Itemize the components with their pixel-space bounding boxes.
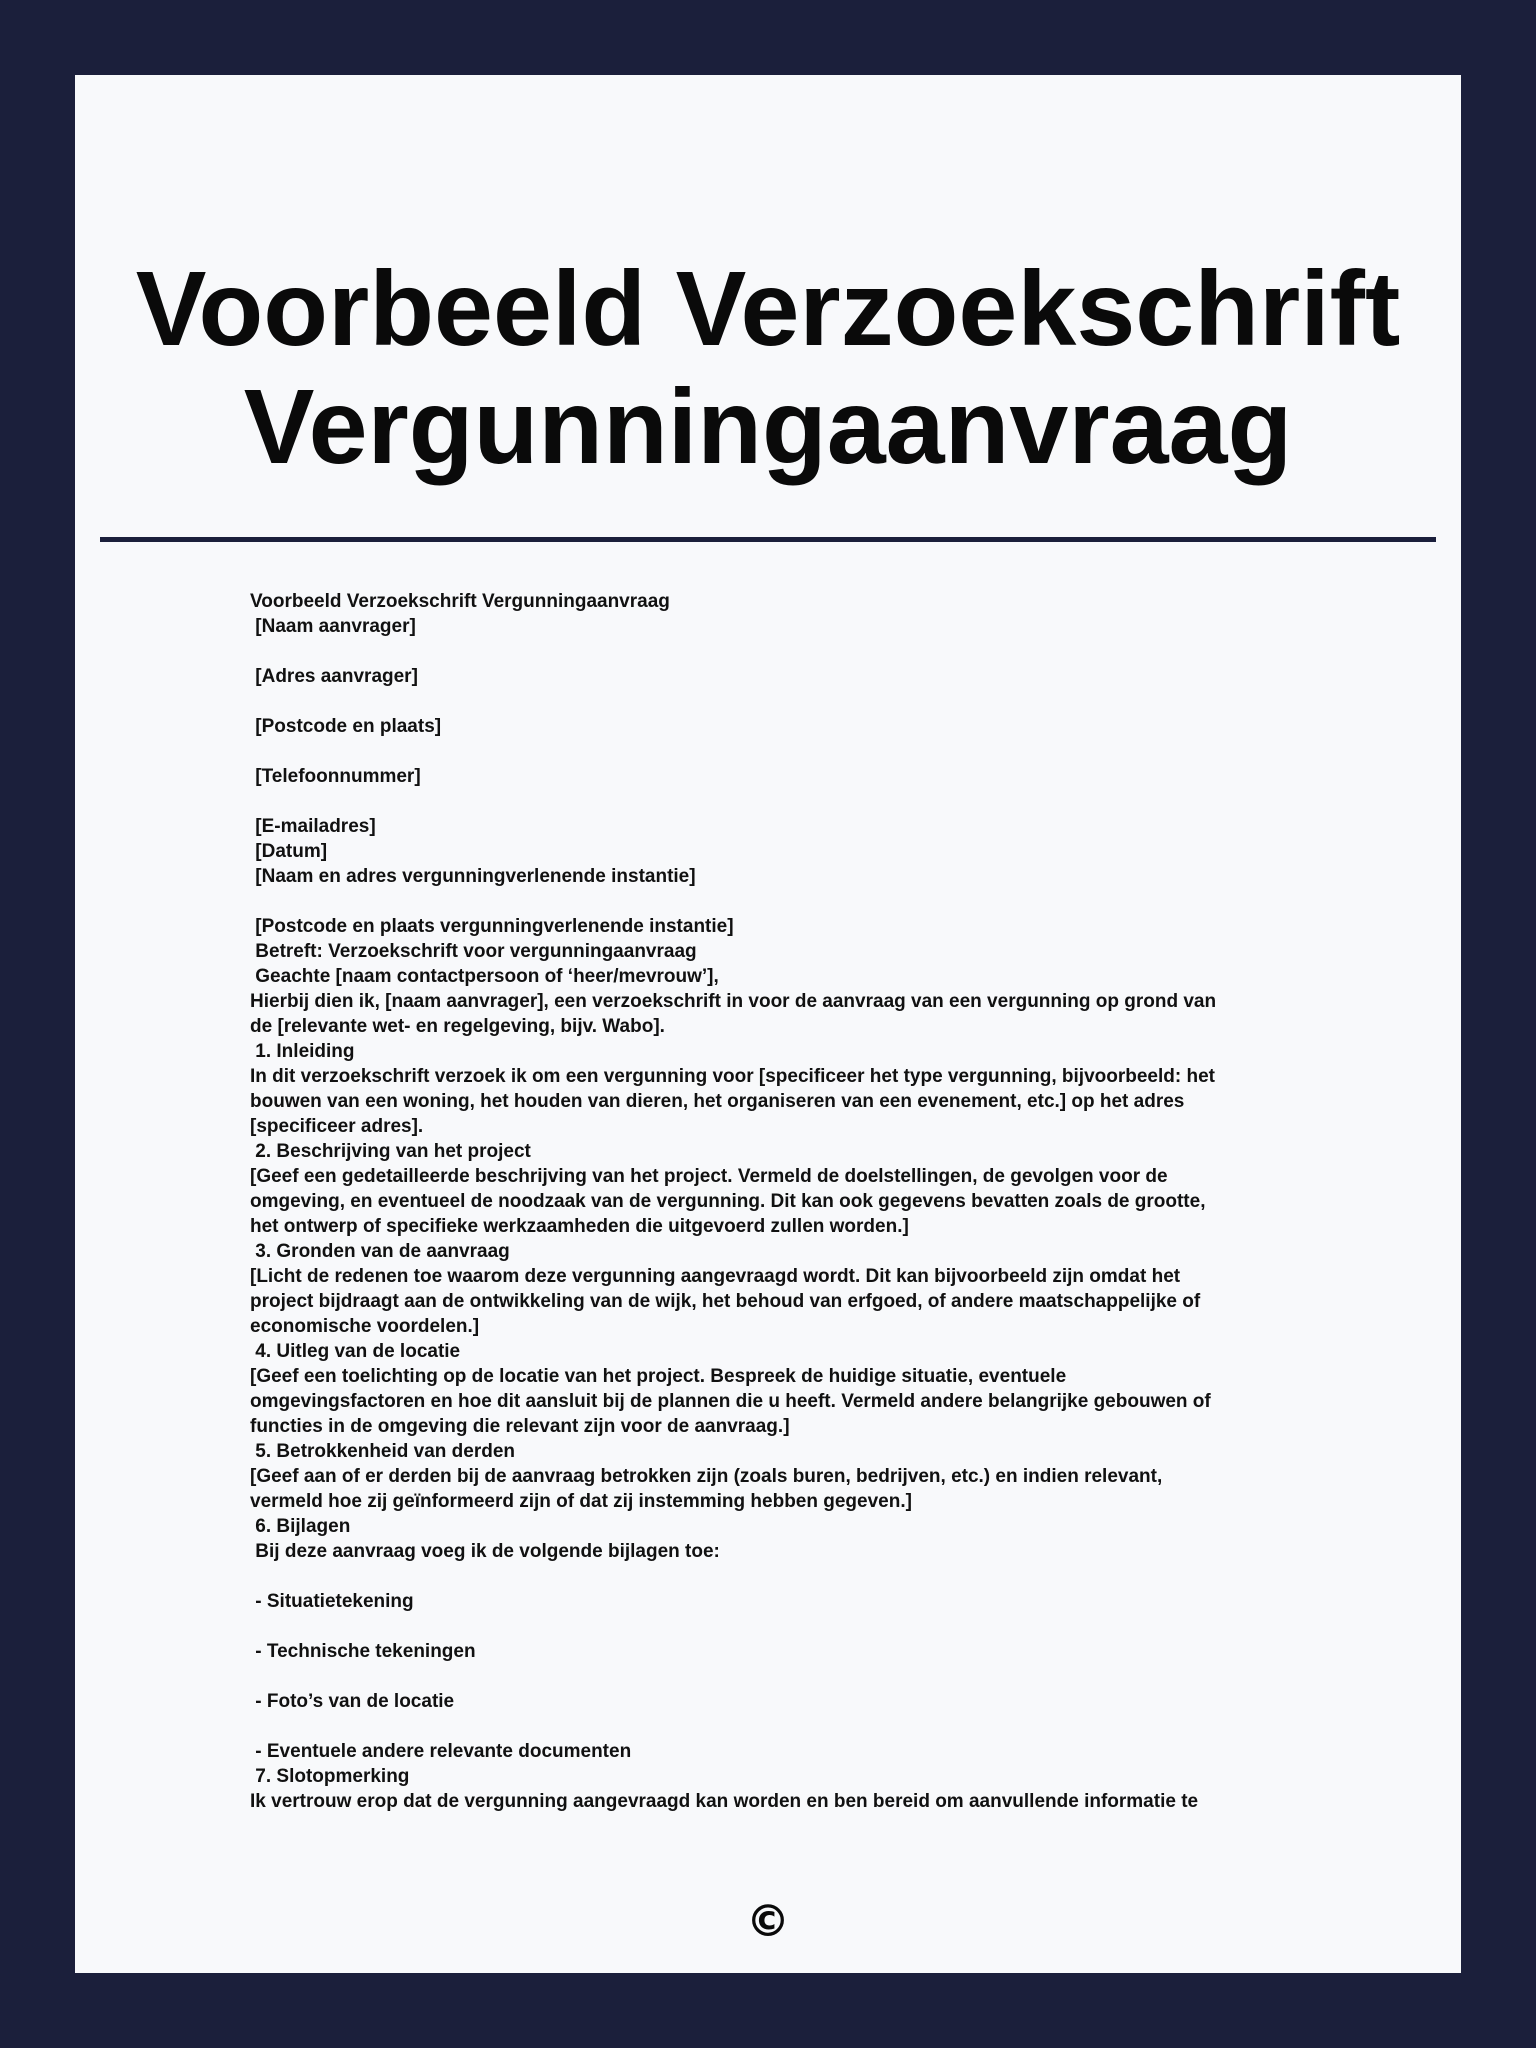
document-line xyxy=(250,689,1290,714)
document-line: [Datum] xyxy=(250,841,328,862)
document-line: Voorbeeld Verzoekschrift Vergunningaanvraag xyxy=(250,591,670,612)
document-line: functies in de omgeving die relevant zijn voor de aanvraag.] xyxy=(250,1416,790,1437)
document-line: In dit verzoekschrift verzoek ik om een vergunning voor [specificeer het type vergunning, bijvoorbeeld: het xyxy=(250,1066,1215,1087)
page-title xyxy=(75,250,1461,486)
title-line-2: Vergunningaanvraag xyxy=(243,368,1293,486)
document-line: vermeld hoe zij geïnformeerd zijn of dat zij instemming hebben gegeven.] xyxy=(250,1491,912,1512)
document-line: [Postcode en plaats vergunningverlenende instantie] xyxy=(250,916,734,937)
document-line xyxy=(250,1664,1290,1689)
document-line: 6. Bijlagen xyxy=(250,1516,351,1537)
document-line xyxy=(250,639,1290,664)
document-line: 1. Inleiding xyxy=(250,1041,355,1062)
document-line xyxy=(250,889,1290,914)
document-line: - Situatietekening xyxy=(250,1591,414,1612)
document-line xyxy=(250,1564,1290,1589)
document-line: [Naam en adres vergunningverlenende instantie] xyxy=(250,866,696,887)
document-line: [Geef een toelichting op de locatie van het project. Bespreek de huidige situatie, eventuele xyxy=(250,1366,1067,1387)
document-line: omgeving, en eventueel de noodzaak van de vergunning. Dit kan ook gegevens bevatten zoals de grootte, xyxy=(250,1191,1206,1212)
document-line: 4. Uitleg van de locatie xyxy=(250,1341,461,1362)
document-line: Bij deze aanvraag voeg ik de volgende bijlagen toe: xyxy=(250,1541,720,1562)
document-line: Geachte [naam contactpersoon of ‘heer/mevrouw’], xyxy=(250,966,719,987)
document-line xyxy=(250,789,1290,814)
document-body xyxy=(250,589,1290,1814)
document-line: 2. Beschrijving van het project xyxy=(250,1141,531,1162)
document-line: [Geef aan of er derden bij de aanvraag betrokken zijn (zoals buren, bedrijven, etc.) en indien relevant, xyxy=(250,1466,1163,1487)
copyright-icon: © xyxy=(746,1896,790,1947)
document-line: omgevingsfactoren en hoe dit aansluit bij de plannen die u heeft. Vermeld andere belangrijke gebouwen of xyxy=(250,1391,1211,1412)
document-line: [specificeer adres]. xyxy=(250,1116,424,1137)
document-line: de [relevante wet- en regelgeving, bijv. Wabo]. xyxy=(250,1016,665,1037)
document-line: 3. Gronden van de aanvraag xyxy=(250,1241,510,1262)
document-line: - Foto’s van de locatie xyxy=(250,1691,455,1712)
document-line: [Telefoonnummer] xyxy=(250,766,421,787)
document-line xyxy=(250,739,1290,764)
document-line: het ontwerp of specifieke werkzaamheden die uitgevoerd zullen worden.] xyxy=(250,1216,909,1237)
document-line: economische voordelen.] xyxy=(250,1316,480,1337)
document-line: 5. Betrokkenheid van derden xyxy=(250,1441,516,1462)
document-line: [Adres aanvrager] xyxy=(250,666,418,687)
document-line: - Eventuele andere relevante documenten xyxy=(250,1741,632,1762)
document-line: Ik vertrouw erop dat de vergunning aangevraagd kan worden en ben bereid om aanvullende informatie te xyxy=(250,1791,1199,1812)
document-line: 7. Slotopmerking xyxy=(250,1766,410,1787)
document-line xyxy=(250,1614,1290,1639)
document-line: Betreft: Verzoekschrift voor vergunningaanvraag xyxy=(250,941,697,962)
document-line: project bijdraagt aan de ontwikkeling van de wijk, het behoud van erfgoed, of andere maatschappelijke of xyxy=(250,1291,1201,1312)
document-page xyxy=(75,75,1461,1973)
document-line: Hierbij dien ik, [naam aanvrager], een verzoekschrift in voor de aanvraag van een vergunning op grond van xyxy=(250,991,1217,1012)
document-line: [E-mailadres] xyxy=(250,816,376,837)
document-line: [Licht de redenen toe waarom deze vergunning aangevraagd wordt. Dit kan bijvoorbeeld zijn omdat het xyxy=(250,1266,1181,1287)
document-line xyxy=(250,1714,1290,1739)
title-line-1: Voorbeeld Verzoekschrift xyxy=(135,250,1401,368)
title-divider xyxy=(100,537,1436,542)
document-line: [Naam aanvrager] xyxy=(250,616,416,637)
document-line: [Geef een gedetailleerde beschrijving van het project. Vermeld de doelstellingen, de gevolgen voor de xyxy=(250,1166,1168,1187)
document-line: bouwen van een woning, het houden van dieren, het organiseren van een evenement, etc.] op het adres xyxy=(250,1091,1185,1112)
document-line: [Postcode en plaats] xyxy=(250,716,442,737)
document-line: - Technische tekeningen xyxy=(250,1641,476,1662)
